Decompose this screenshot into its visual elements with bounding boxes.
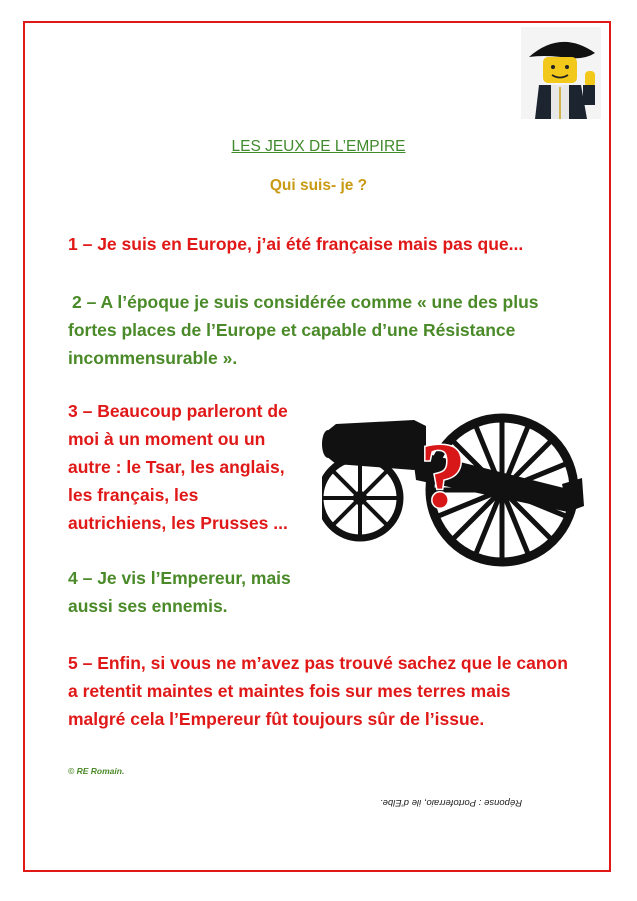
credit-line: © RE Romain. — [68, 766, 125, 776]
napoleon-minifigure-icon — [521, 27, 601, 119]
clue-3-line-5: autrichiens, les Prusses ... — [68, 513, 288, 533]
clue-3-line-4: les français, les — [68, 485, 199, 505]
clue-5-line-3: malgré cela l’Empereur fût toujours sûr de l’issue. — [68, 709, 485, 729]
clue-5-line-2: a retentit maintes et maintes fois sur mes terres mais — [68, 681, 511, 701]
clue-2-line-1: 2 – A l’époque je suis considérée comme « une des plus — [72, 292, 539, 312]
page-title: LES JEUX DE L’EMPIRE — [231, 138, 406, 155]
clue-1 — [68, 230, 588, 258]
clue-3-line-3: autre : le Tsar, les anglais, — [68, 457, 285, 477]
page-subtitle: Qui suis- je ? — [269, 177, 368, 194]
cannon-icon — [322, 380, 584, 570]
clue-4 — [68, 564, 348, 620]
upside-down-answer: Réponse : Portoferraio, ile d’Elbe. — [380, 797, 523, 808]
clue-3-line-1: 3 – Beaucoup parleront de — [68, 401, 288, 421]
clue-2-line-3: incommensurable ». — [68, 348, 238, 368]
clue-2-line-2: fortes places de l’Europe et capable d’une Résistance — [68, 320, 516, 340]
clue-2 — [68, 288, 568, 372]
clue-5 — [68, 649, 608, 733]
question-mark: ? — [420, 424, 466, 526]
clue-5-line-1: 5 – Enfin, si vous ne m’avez pas trouvé sachez que le canon — [68, 653, 568, 673]
clue-3-line-2: moi à un moment ou un — [68, 429, 266, 449]
clue-3 — [68, 397, 330, 537]
clue-1-line: 1 – Je suis en Europe, j’ai été française mais pas que... — [68, 234, 524, 254]
clue-4-line-2: aussi ses ennemis. — [68, 596, 228, 616]
clue-4-line-1: 4 – Je vis l’Empereur, mais — [68, 568, 291, 588]
